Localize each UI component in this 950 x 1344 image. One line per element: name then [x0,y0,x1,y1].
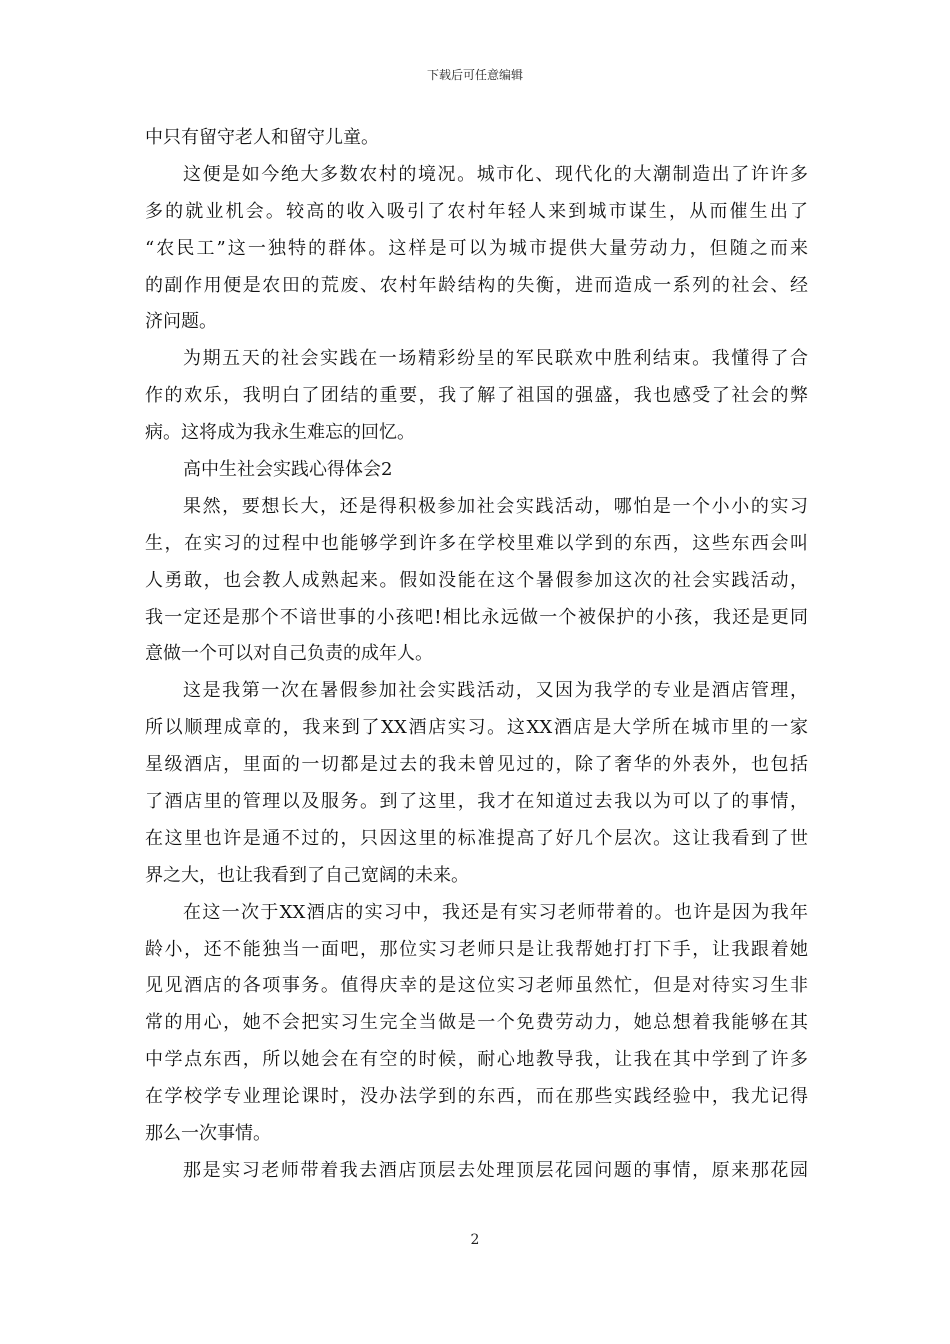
page-number: 2 [470,1232,480,1248]
text-line: 在学校学专业理论课时，没办法学到的东西，而在那些实践经验中，我尤记得 [145,1086,808,1108]
text-line: 这便是如今绝大多数农村的境况。城市化、现代化的大潮制造出了许许多 [183,163,808,185]
text-line: 见见酒店的各项事务。值得庆幸的是这位实习老师虽然忙，但是对待实习生非 [145,975,808,997]
text-line: 中学点东西，所以她会在有空的时候，耐心地教导我，让我在其中学到了许多 [145,1049,808,1071]
text-line: 我一定还是那个不谙世事的小孩吧!相比永远做一个被保护的小孩，我还是更同 [145,606,808,628]
text-line: 济问题。 [145,311,217,333]
text-line: 生，在实习的过程中也能够学到许多在学校里难以学到的东西，这些东西会叫 [145,532,808,554]
text-line: 的副作用便是农田的荒废、农村年龄结构的失衡，进而造成一系列的社会、经 [145,274,808,296]
text-line: 那是实习老师带着我去酒店顶层去处理顶层花园问题的事情，原来那花园 [183,1159,808,1181]
text-line: 为期五天的社会实践在一场精彩纷呈的军民联欢中胜利结束。我懂得了合 [183,348,808,370]
text-line: 常的用心，她不会把实习生完全当做是一个免费劳动力，她总想着我能够在其 [145,1012,808,1034]
text-line: 意做一个可以对自己负责的成年人。 [145,643,433,665]
text-line: 了酒店里的管理以及服务。到了这里，我才在知道过去我以为可以了的事情， [145,791,808,813]
text-line: “农民工”这一独特的群体。这样是可以为城市提供大量劳动力，但随之而来 [145,237,808,259]
text-line: 星级酒店，里面的一切都是过去的我未曾见过的，除了奢华的外表外，也包括 [145,754,808,776]
text-line: 多的就业机会。较高的收入吸引了农村年轻人来到城市谋生，从而催生出了 [145,200,808,222]
text-line: 病。这将成为我永生难忘的回忆。 [145,422,415,444]
text-line: 高中生社会实践心得体会2 [183,459,393,481]
text-line: 这是我第一次在暑假参加社会实践活动，又因为我学的专业是酒店管理， [183,680,808,702]
text-line: 中只有留守老人和留守儿童。 [145,127,379,148]
page-header: 下载后可任意编辑 [426,68,523,82]
text-line: 在这一次于XX酒店的实习中，我还是有实习老师带着的。也许是因为我年 [183,901,808,923]
text-line: 作的欢乐，我明白了团结的重要，我了解了祖国的强盛，我也感受了社会的弊 [145,385,808,407]
text-line: 所以顺理成章的，我来到了XX酒店实习。这XX酒店是大学所在城市里的一家 [145,717,808,739]
text-line: 界之大，也让我看到了自己宽阔的未来。 [145,864,469,886]
text-line: 龄小，还不能独当一面吧，那位实习老师只是让我帮她打打下手，让我跟着她 [145,938,808,960]
text-line: 果然，要想长大，还是得积极参加社会实践活动，哪怕是一个小小的实习 [183,495,808,517]
document-body [145,120,808,1190]
text-line: 人勇敢，也会教人成熟起来。假如没能在这个暑假参加这次的社会实践活动， [145,569,808,591]
text-line: 在这里也许是通不过的，只因这里的标准提高了好几个层次。这让我看到了世 [145,827,808,849]
text-line: 那么一次事情。 [145,1123,271,1145]
